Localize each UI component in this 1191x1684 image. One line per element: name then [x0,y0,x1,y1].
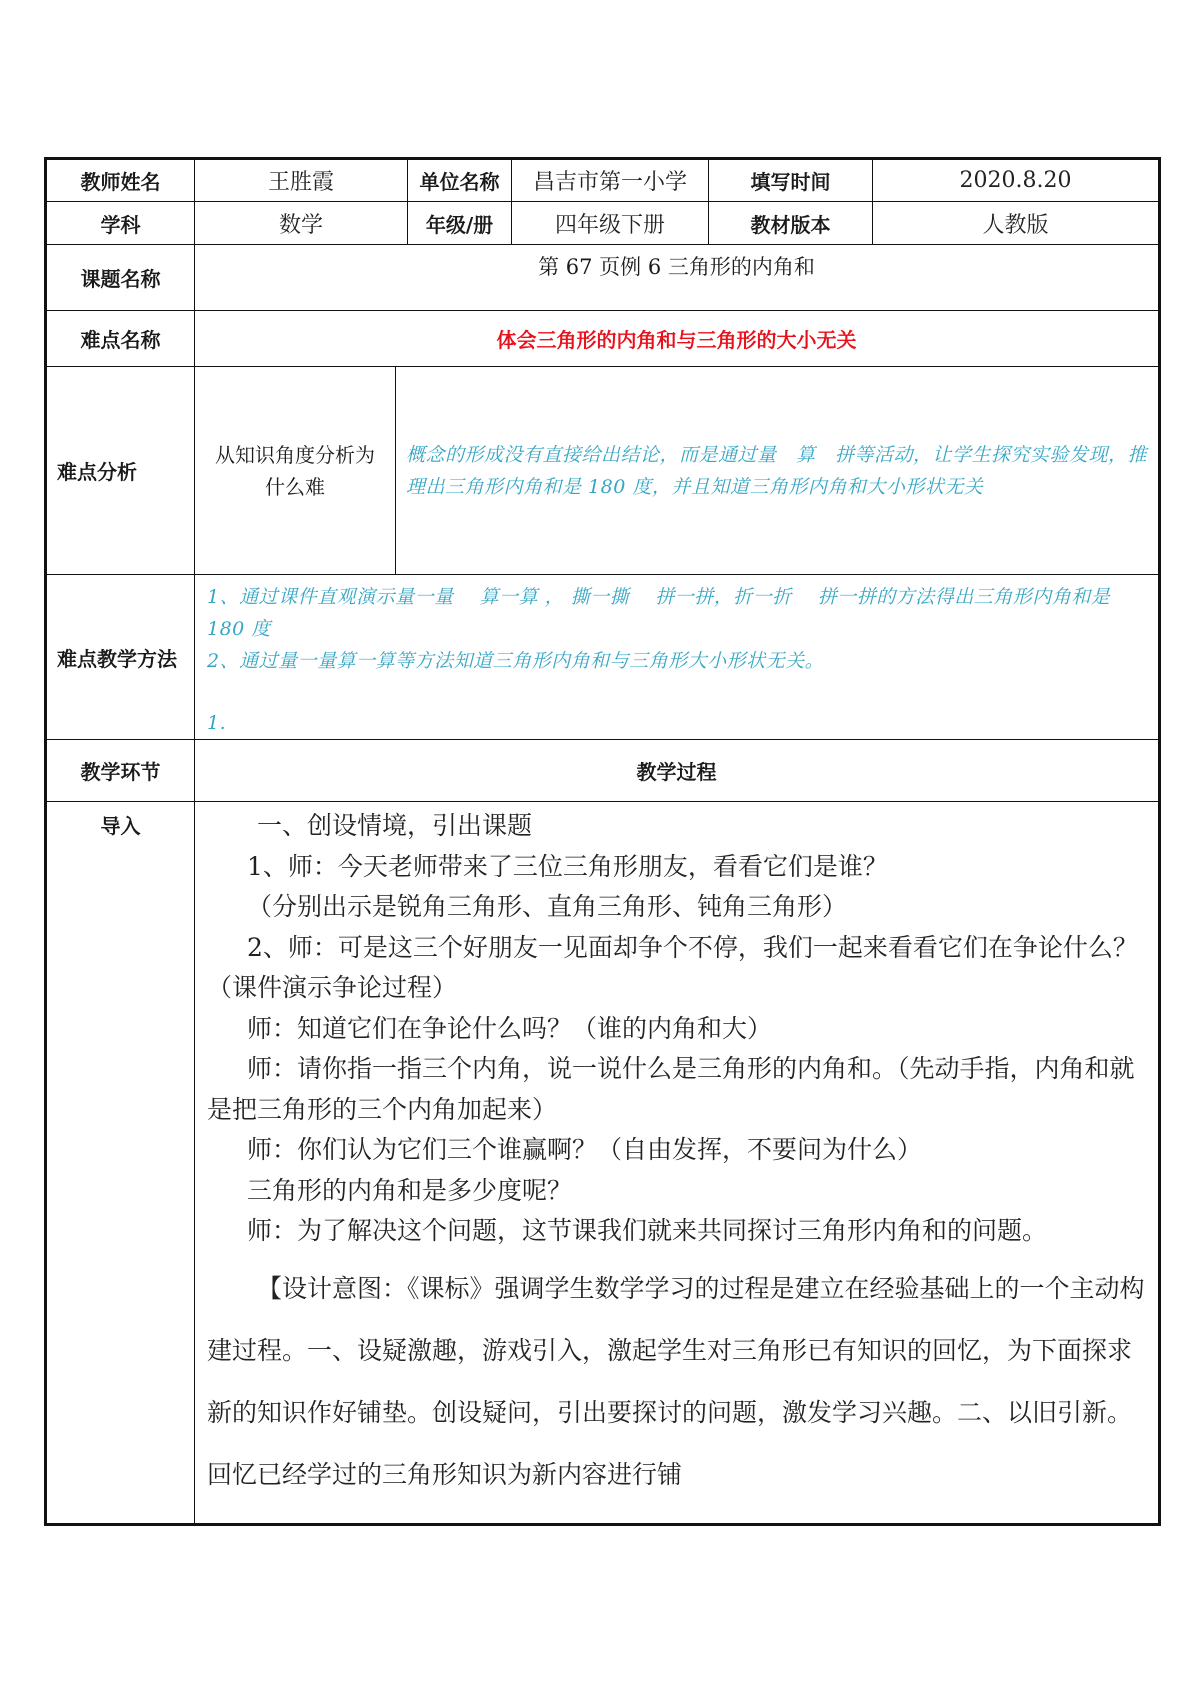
process-header-row [46,740,1160,802]
stage-header: 教学环节 [46,740,195,802]
analysis-row [46,367,1160,575]
subject-label: 学科 [46,202,195,245]
topic-row [46,245,1160,311]
lesson-plan-document [44,157,1158,1526]
analysis-sub-label: 从知识角度分析为什么难 [195,367,396,575]
method-row [46,575,1160,740]
difficulty-label: 难点名称 [46,311,195,367]
lesson-plan-table [44,157,1161,1526]
difficulty-row [46,311,1160,367]
method-line-1: 1、通过课件直观演示量一量 算一算 ， 撕一撕 拼一拼，折一折 拼一拼的方法得出三角形内角和是 180 度 [207,586,1111,640]
intro-label: 导入 [46,802,195,1525]
subject-value: 数学 [195,202,408,245]
grade-value: 四年级下册 [512,202,709,245]
intro-paragraph: 师：知道它们在争论什么吗？（谁的内角和大） [247,1013,773,1043]
method-line-2: 2、通过量一量算一算等方法知道三角形内角和与三角形大小形状无关。 [207,650,825,672]
intro-paragraph: 三角形的内角和是多少度呢？ [247,1175,573,1205]
intro-content [195,802,1160,1525]
intro-paragraph: （分别出示是锐角三角形、直角三角形、钝角三角形） [247,892,848,921]
intro-paragraph: 1、师：今天老师带来了三位三角形朋友，看看它们是谁？ [247,851,888,881]
method-content [195,575,1160,740]
topic-value: 第 67 页例 6 三角形的内角和 [195,245,1160,311]
grade-label: 年级/册 [408,202,512,245]
teacher-name: 王胜霞 [195,159,408,202]
analysis-label: 难点分析 [46,367,195,575]
info-row-1 [46,159,1160,202]
edition-value: 人教版 [873,202,1160,245]
intro-paragraph: 师：为了解决这个问题，这节课我们就来共同探讨三角形内角和的问题。 [247,1216,1048,1245]
unit-label: 单位名称 [408,159,512,202]
date-value: 2020.8.20 [873,159,1160,202]
method-line-3: 1. [207,712,227,734]
intro-paragraph: 师：你们认为它们三个谁赢啊？（自由发挥，不要问为什么） [247,1135,923,1164]
intro-heading: 一、创设情境，引出课题 [257,811,533,840]
teacher-label: 教师姓名 [46,159,195,202]
edition-label: 教材版本 [709,202,873,245]
intro-row [46,802,1160,1525]
difficulty-value: 体会三角形的内角和与三角形的大小无关 [195,311,1160,367]
topic-label: 课题名称 [46,245,195,311]
intro-paragraph: 2、师：可是这三个好朋友一见面却争个不停，我们一起来看看它们在争论什么？（课件演示争论过程） [207,932,1138,1002]
info-row-2 [46,202,1160,245]
intro-paragraph: 师：请你指一指三个内角，说一说什么是三角形的内角和。（先动手指，内角和就是把三角形的三个内角加起来） [207,1054,1135,1124]
method-label: 难点教学方法 [46,575,195,740]
design-intent-note: 【设计意图：《课标》强调学生数学学习的过程是建立在经验基础上的一个主动构建过程。一、设疑激趣，游戏引入，激起学生对三角形已有知识的回忆，为下面探求新的知识作好铺垫。创设疑问，引出要探讨的问题，激发学习兴趣。二、以旧引新。回忆已经学过的三角形知识为新内容进行铺 [207,1273,1145,1489]
unit-name: 昌吉市第一小学 [512,159,709,202]
analysis-text: 概念的形成没有直接给出结论，而是通过量 算 拼等活动，让学生探究实验发现，推理出三角形内角和是 180 度，并且知道三角形内角和大小形状无关 [396,367,1160,575]
date-label: 填写时间 [709,159,873,202]
process-header: 教学过程 [195,740,1160,802]
